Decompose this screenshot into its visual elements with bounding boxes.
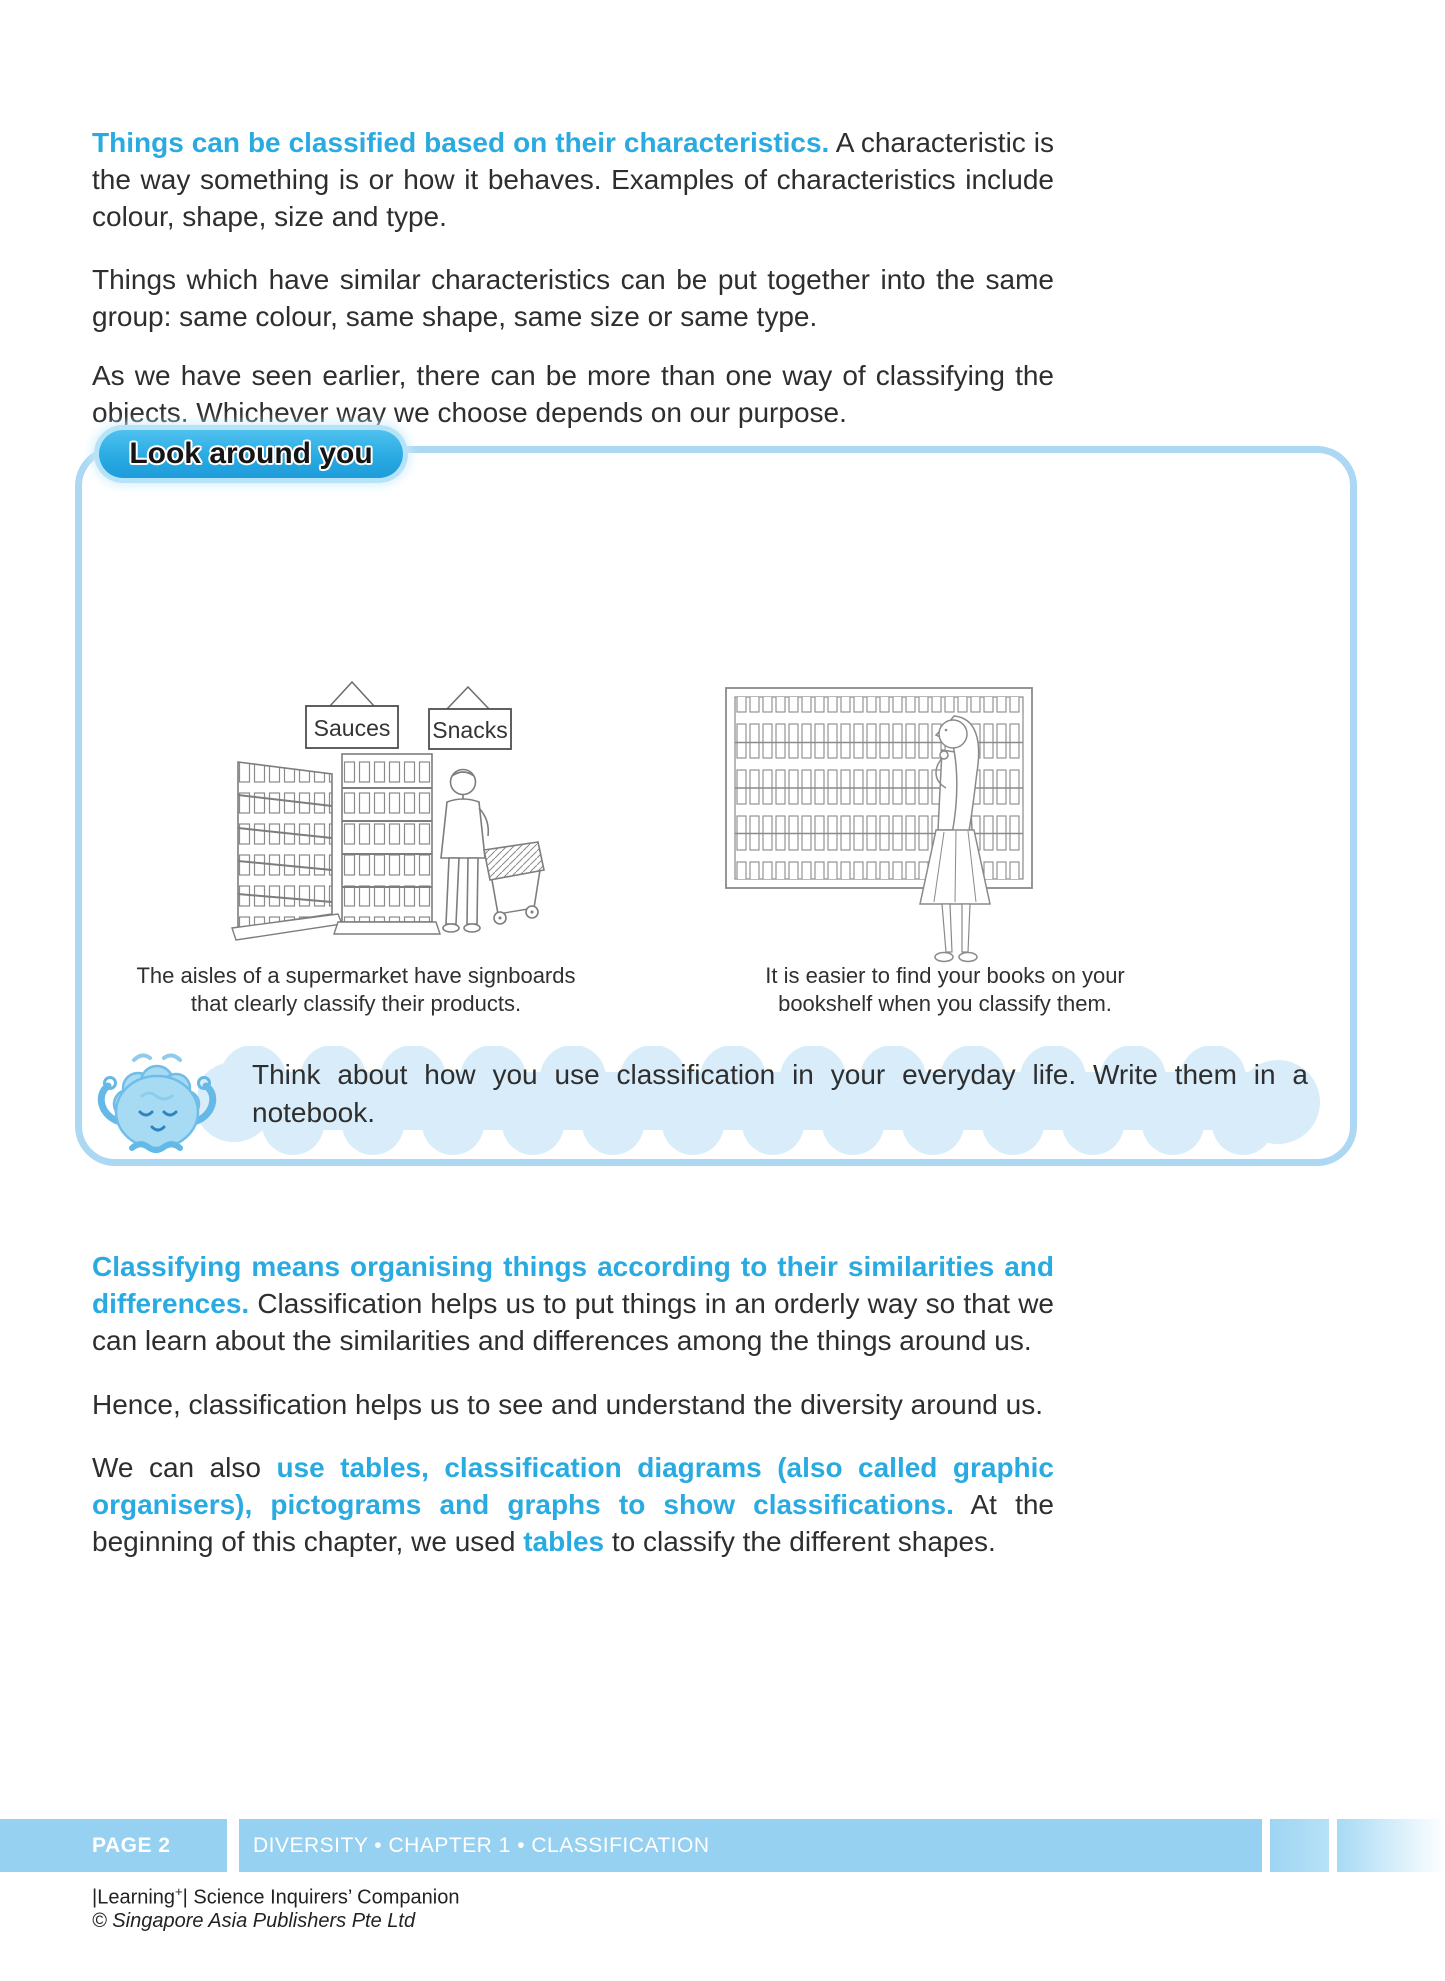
series-title-sup: +: [175, 1884, 183, 1899]
bookshelf-illustration: [722, 668, 1086, 964]
body-paragraph-3: [92, 1449, 1054, 1560]
bookshelf: [726, 688, 1032, 888]
intro-paragraph-1-lead: Things can be classified based on their characteristics.: [92, 127, 830, 158]
body-paragraph-3-seg1: use tables, classification diagrams (also called graphic organisers), pictograms and graphs to show classifications.: [92, 1452, 1055, 1520]
series-title: [92, 1884, 459, 1910]
page-number-label: PAGE 2: [92, 1834, 171, 1857]
supermarket-caption: The aisles of a supermarket have signboards that clearly classify their products.: [136, 963, 576, 1016]
think-note-text: Think about how you use classification in your everyday life. Write them in a notebook.: [252, 1059, 1308, 1128]
sauces-sign-label: Sauces: [313, 715, 391, 741]
footer-bar-page-segment: [0, 1819, 227, 1872]
body-paragraph-1: [92, 1248, 1054, 1359]
shopping-cart: [484, 842, 544, 924]
body-paragraph-3-seg2: At the beginning of this chapter, we used: [92, 1489, 1054, 1557]
intro-paragraph-1-rest: A characteristic is the way something is or how it behaves. Examples of characteristics include colour, shape, size and type.: [92, 127, 1054, 232]
footer-accent-block-1: [1270, 1819, 1329, 1872]
snacks-sign-hanger: [447, 687, 489, 709]
bookshelf-caption: It is easier to find your books on your bookshelf when you classify them.: [765, 963, 1125, 1016]
copyright-line: © Singapore Asia Publishers Pte Ltd: [92, 1910, 416, 1932]
body-paragraph-1-lead: Classifying means organising things according to their similarities and differences.: [92, 1251, 1054, 1319]
look-around-title-pill: [99, 430, 403, 478]
intro-paragraph-2: Things which have similar characteristics can be put together into the same group: same colour, same shape, same size or same type.: [92, 264, 1054, 332]
brain-character-icon: [90, 1046, 224, 1168]
footer-accent-block-2: [1337, 1819, 1445, 1872]
body-paragraph-3-seg0: We can also: [92, 1452, 277, 1483]
intro-paragraph-3: As we have seen earlier, there can be more than one way of classifying the objects. Whichever way we choose depends on our purpose.: [92, 360, 1054, 428]
sauces-sign-hanger: [330, 682, 374, 706]
body-paragraph-2: Hence, classification helps us to see and understand the diversity around us.: [92, 1389, 1044, 1420]
series-title-prefix: |Learning: [92, 1886, 176, 1909]
footer-bar-breadcrumb-segment: [239, 1819, 1262, 1872]
supermarket-shelves: [232, 754, 440, 940]
series-title-suffix: | Science Inquirers’ Companion: [182, 1886, 460, 1909]
body-paragraph-1-rest: Classification helps us to put things in an orderly way so that we can learn about the similarities and differences among the things around us.: [92, 1288, 1054, 1356]
chapter-breadcrumb: DIVERSITY • CHAPTER 1 • CLASSIFICATION: [253, 1834, 710, 1857]
supermarket-illustration: [222, 662, 574, 958]
body-paragraph-3-seg4: to classify the different shapes.: [604, 1526, 996, 1557]
body-paragraph-3-seg3: tables: [523, 1526, 605, 1557]
look-around-title: Look around you: [129, 437, 373, 470]
intro-paragraph-1: [92, 124, 1054, 235]
shopper-figure: [441, 770, 488, 933]
snacks-sign-label: Snacks: [432, 717, 508, 743]
